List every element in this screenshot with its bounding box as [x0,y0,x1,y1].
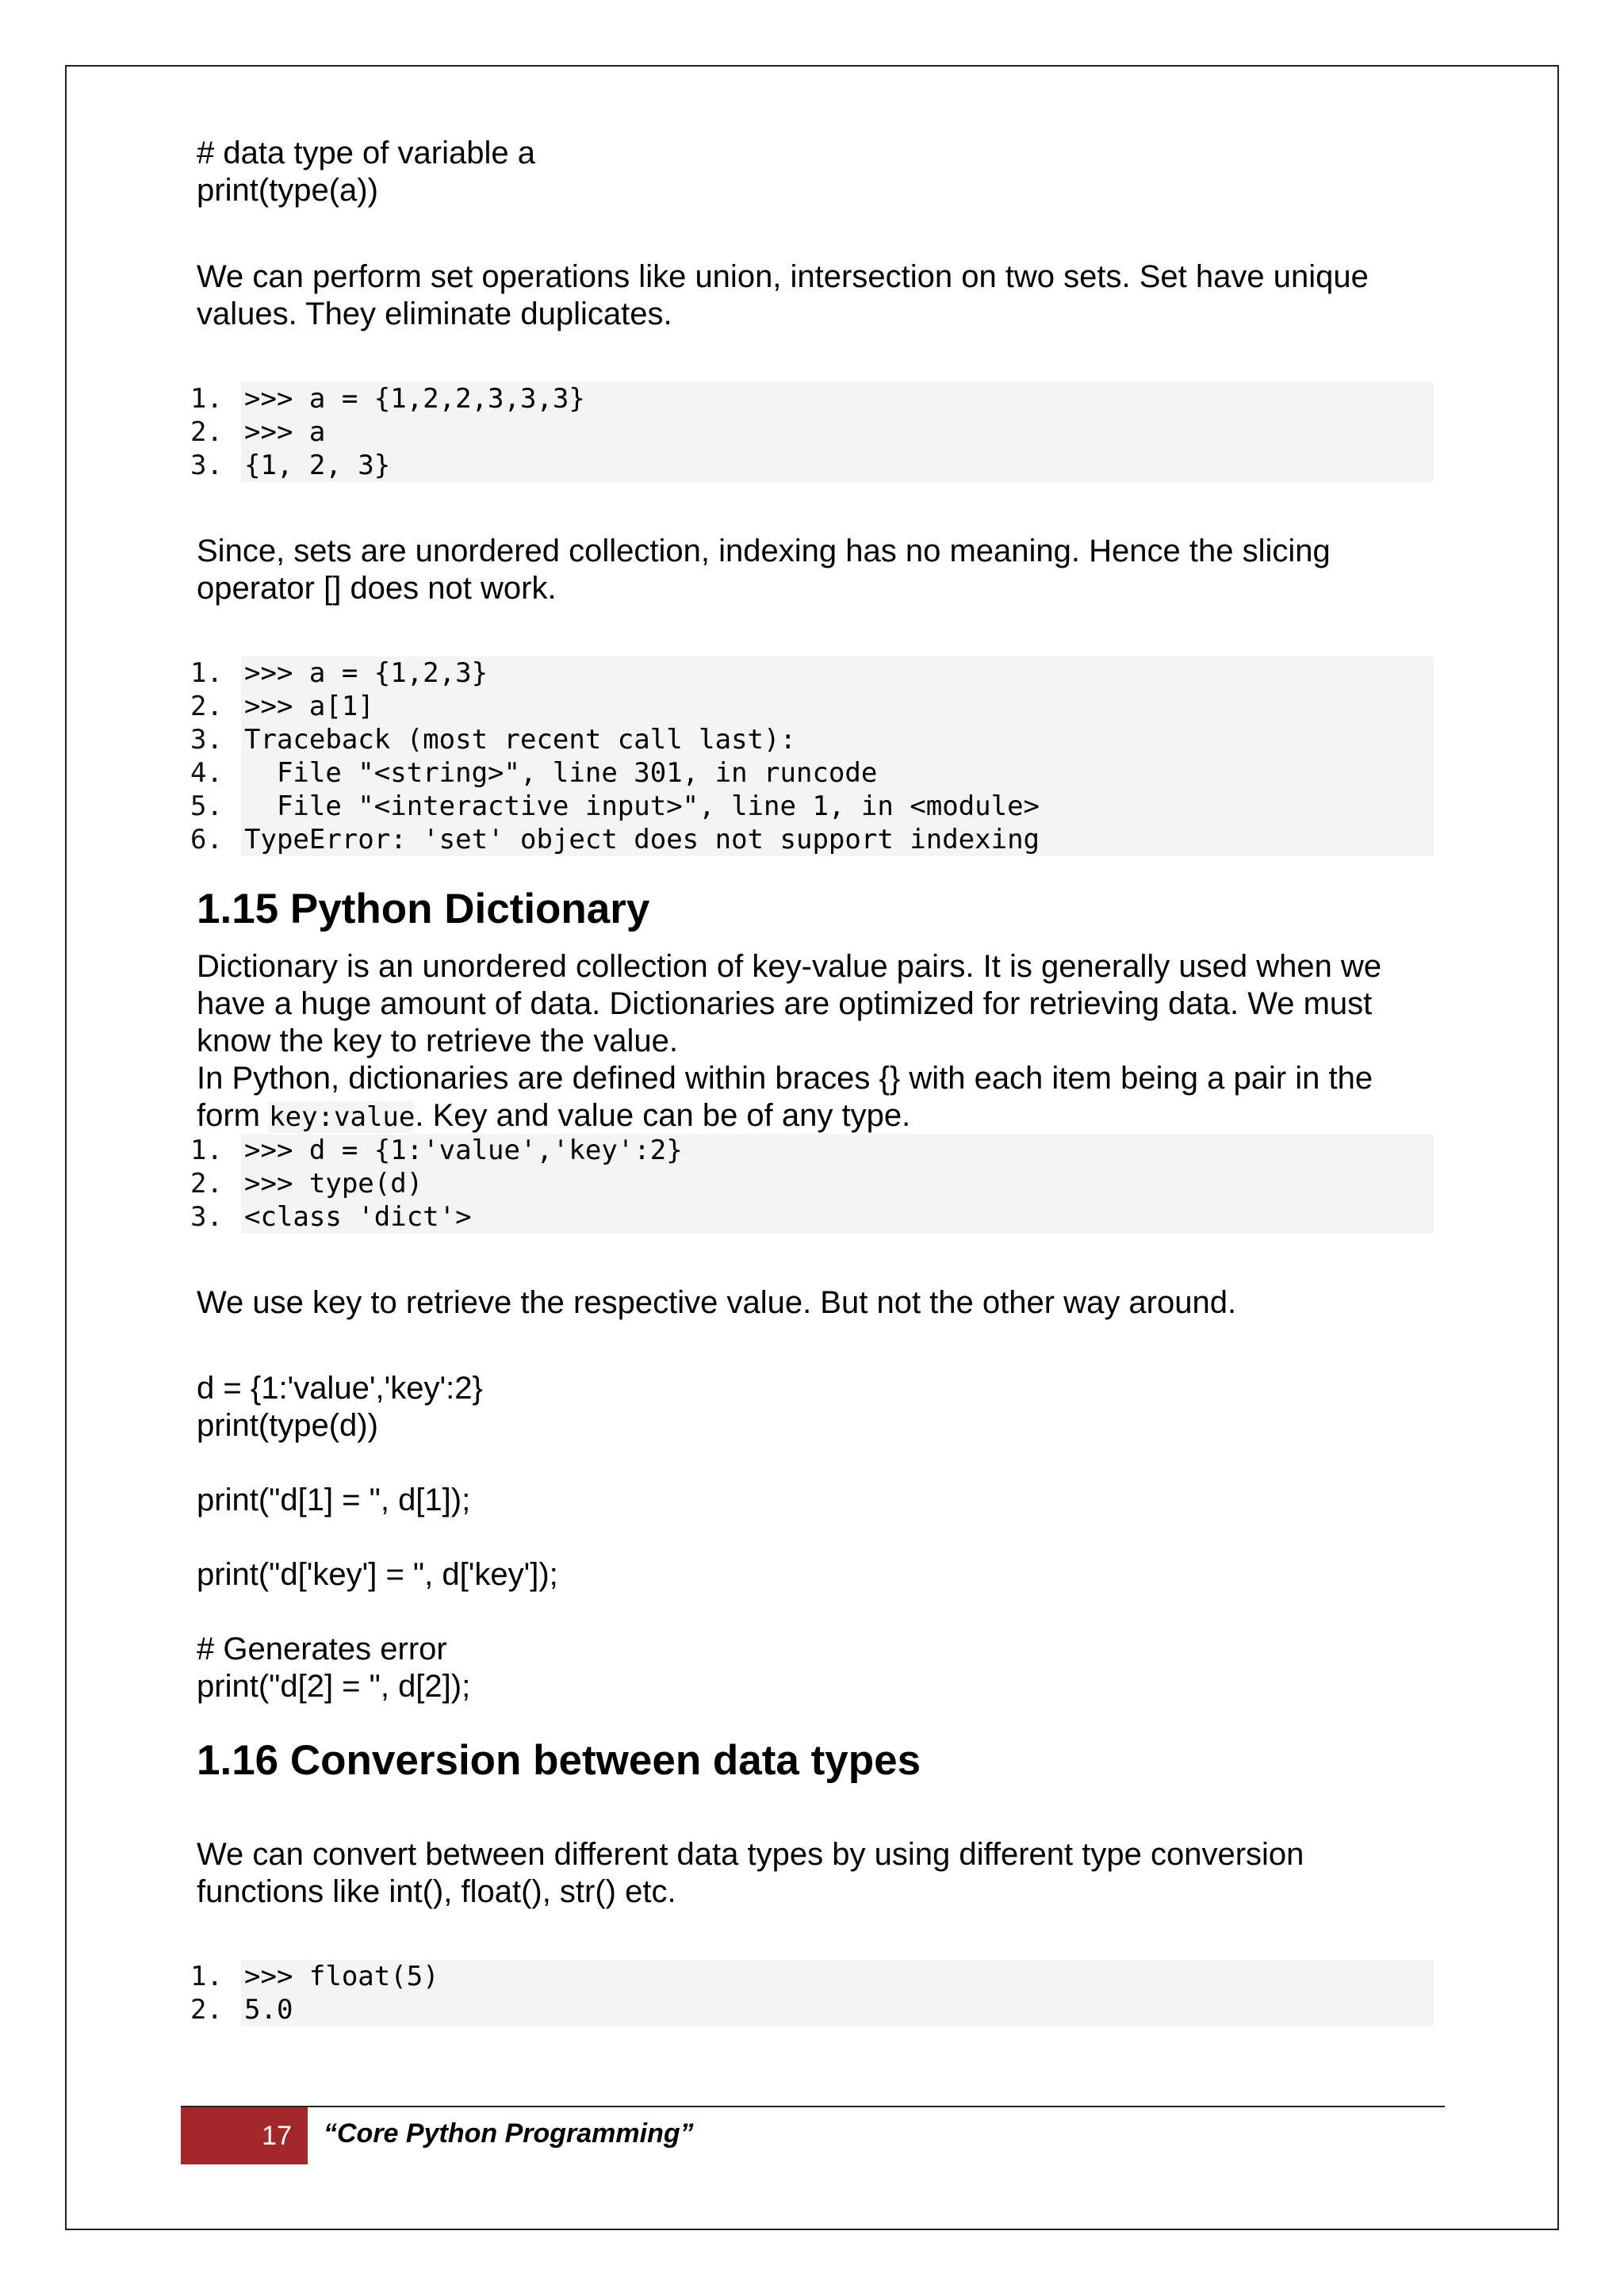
code-line [187,1200,1434,1234]
code-text: File "<interactive input>", line 1, in <module> [244,790,1040,822]
inline-code: key:value [269,1101,416,1133]
code-line [187,1134,1434,1167]
line-number: 2. [187,415,241,449]
code-listing-4 [187,1960,1434,2026]
code-text: File "<string>", line 301, in runcode [244,757,878,789]
code-text-block-2 [197,1370,1434,1705]
line-number: 6. [187,823,241,856]
text-line: We use key to retrieve the respective value. But not the other way around. [197,1285,1237,1320]
code-line [187,823,1434,856]
text-line: In Python, dictionaries are defined within braces {} with each item being a pair in the [197,1061,1373,1096]
code-text: <class 'dict'> [244,1201,472,1233]
text-span: . Key and value can be of any type. [415,1098,911,1133]
code-line [187,1960,1434,1993]
code-line [187,790,1434,823]
code-line [187,382,1434,415]
text-line: values. They eliminate duplicates. [197,297,672,331]
code-text: >>> a[1] [244,691,374,722]
code-text: >>> type(d) [244,1168,423,1200]
code-text: 5.0 [244,1994,293,2026]
code-listing-3 [187,1134,1434,1234]
code-text: >>> a = {1,2,2,3,3,3} [244,383,585,415]
code-text: {1, 2, 3} [244,450,391,481]
page-number: 17 [181,2107,308,2164]
text-line: We can convert between different data types by using different type conversion [197,1837,1304,1872]
text-line: # Generates error [197,1632,447,1667]
text-span: form [197,1098,270,1133]
text-line: Dictionary is an unordered collection of key-value pairs. It is generally used when we [197,949,1382,984]
text-line: d = {1:'value','key':2} [197,1371,483,1406]
code-text-block-1 [197,135,1434,209]
code-text: Traceback (most recent call last): [244,724,796,756]
text-line: print("d[1] = ", d[1]); [197,1483,471,1517]
code-line [187,415,1434,449]
footer-divider [181,2106,1445,2107]
line-number: 2. [187,1167,241,1200]
paragraph-indexing [197,533,1434,607]
code-listing-1 [187,382,1434,482]
section-heading-conversion [197,1736,1434,1785]
paragraph-key-retrieve [197,1284,1434,1322]
code-line [187,1167,1434,1200]
code-line [187,449,1434,482]
footer-title: “Core Python Programming” [324,2118,694,2149]
text-line: We can perform set operations like union, intersection on two sets. Set have unique [197,259,1369,294]
code-line [187,723,1434,756]
code-line [187,656,1434,690]
heading-text: 1.16 Conversion between data types [197,1737,921,1784]
code-listing-2 [187,656,1434,856]
paragraph-sets [197,258,1434,333]
text-line: have a huge amount of data. Dictionaries are optimized for retrieving data. We must [197,986,1373,1021]
line-number: 1. [187,656,241,690]
text-line [197,1097,1434,1136]
code-text: >>> float(5) [244,1961,439,1992]
text-line: functions like int(), float(), str() etc. [197,1874,676,1909]
code-text: TypeError: 'set' object does not support indexing [244,824,1040,855]
line-number: 1. [187,1960,241,1993]
line-number: 1. [187,382,241,415]
line-number: 3. [187,1200,241,1234]
text-line: know the key to retrieve the value. [197,1024,678,1058]
section-heading-dictionary [197,885,1434,934]
text-line: Since, sets are unordered collection, indexing has no meaning. Hence the slicing [197,534,1331,568]
text-line: print(type(a)) [197,173,378,208]
line-number: 2. [187,1993,241,2026]
code-line [187,1993,1434,2026]
line-number: 5. [187,790,241,823]
text-line: print(type(d)) [197,1408,378,1443]
code-text: >>> a [244,416,326,448]
line-number: 3. [187,449,241,482]
paragraph-conversion [197,1836,1434,1911]
text-line: print("d[2] = ", d[2]); [197,1669,471,1704]
text-line: operator [] does not work. [197,571,557,606]
line-number: 3. [187,723,241,756]
code-line [187,690,1434,723]
code-text: >>> d = {1:'value','key':2} [244,1135,683,1166]
heading-text: 1.15 Python Dictionary [197,886,650,932]
text-line: # data type of variable a [197,136,535,170]
line-number: 2. [187,690,241,723]
paragraph-dictionary [197,948,1434,1136]
line-number: 1. [187,1134,241,1167]
code-line [187,756,1434,790]
line-number: 4. [187,756,241,790]
code-text: >>> a = {1,2,3} [244,657,488,689]
text-line: print("d['key'] = ", d['key']); [197,1557,558,1592]
